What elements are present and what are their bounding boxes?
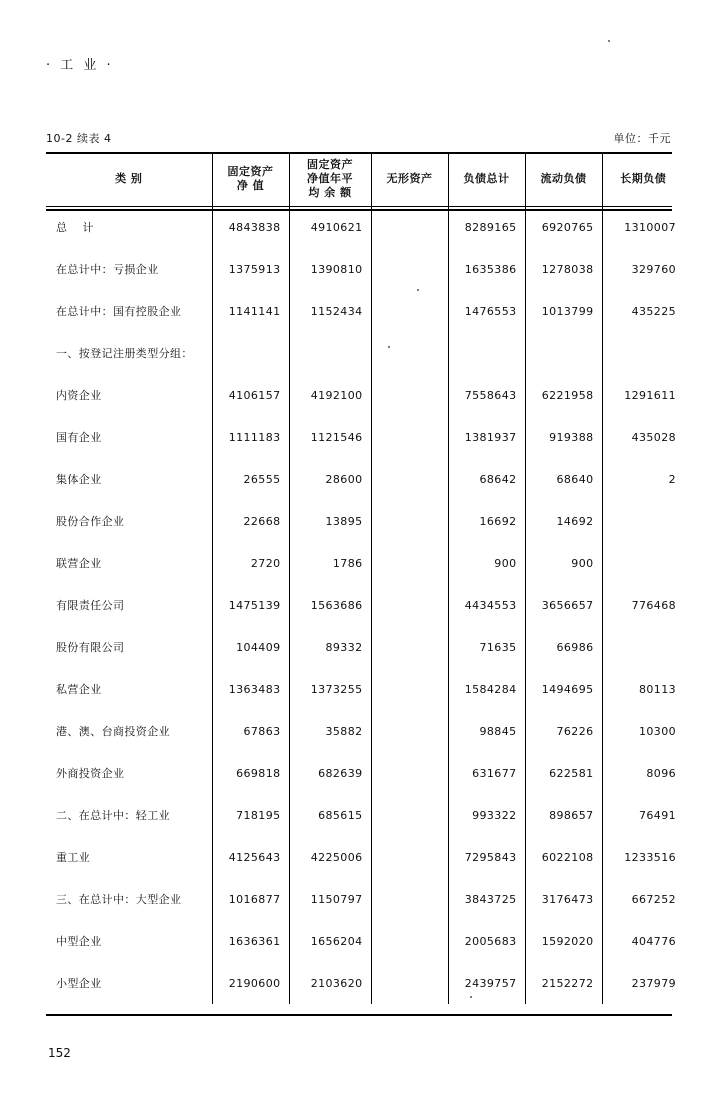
cell-liab-current: 76226 [525, 710, 602, 752]
table-row [46, 542, 684, 584]
cell-liab-long: 435028 [602, 416, 684, 458]
cell-liab-long [602, 542, 684, 584]
cell-fixed-net: 4106157 [212, 374, 289, 416]
cell-intangible [371, 248, 448, 290]
table-row [46, 500, 684, 542]
cell-fixed-avg: 28600 [289, 458, 371, 500]
cell-liab-long: 80113 [602, 668, 684, 710]
cell-intangible [371, 752, 448, 794]
cell-liab-total: 1476553 [448, 290, 525, 332]
col-header-fixed-assets-avg-line2: 净值年平 [307, 172, 353, 185]
cell-fixed-net: 1636361 [212, 920, 289, 962]
table-bottom-rule [46, 1014, 672, 1016]
cell-fixed-avg: 1121546 [289, 416, 371, 458]
running-head: · 工 业 · [46, 58, 114, 73]
col-header-fixed-assets-net-line1: 固定资产 [227, 165, 274, 178]
col-header-fixed-assets-avg-line3: 均 余 额 [308, 186, 352, 199]
row-label: 一、按登记注册类型分组： [56, 347, 193, 360]
cell-intangible [371, 878, 448, 920]
cell-liab-long: 776468 [602, 584, 684, 626]
cell-liab-current: 66986 [525, 626, 602, 668]
table-row [46, 710, 684, 752]
cell-fixed-avg: 1150797 [289, 878, 371, 920]
row-label: 有限责任公司 [56, 599, 125, 612]
table-row [46, 920, 684, 962]
table-row [46, 416, 684, 458]
cell-liab-long: 1291611 [602, 374, 684, 416]
cell-intangible [371, 374, 448, 416]
cell-fixed-net: 1016877 [212, 878, 289, 920]
cell-liab-long: 2 [602, 458, 684, 500]
cell-liab-long: 237979 [602, 962, 684, 1004]
col-header-intangible-assets: 无形资产 [371, 152, 448, 206]
table-row [46, 836, 684, 878]
cell-fixed-net: 1363483 [212, 668, 289, 710]
cell-fixed-avg: 1152434 [289, 290, 371, 332]
cell-fixed-avg: 4192100 [289, 374, 371, 416]
col-header-fixed-assets-net [212, 152, 289, 206]
cell-intangible [371, 458, 448, 500]
cell-fixed-net [212, 332, 289, 374]
cell-intangible [371, 332, 448, 374]
cell-fixed-avg: 1786 [289, 542, 371, 584]
scan-speck [470, 996, 472, 998]
cell-fixed-avg: 685615 [289, 794, 371, 836]
cell-fixed-net: 1141141 [212, 290, 289, 332]
cell-fixed-net: 718195 [212, 794, 289, 836]
cell-liab-total: 1584284 [448, 668, 525, 710]
table-row [46, 206, 684, 248]
cell-liab-long: 1310007 [602, 206, 684, 248]
cell-liab-current: 1278038 [525, 248, 602, 290]
cell-fixed-avg: 2103620 [289, 962, 371, 1004]
cell-liab-long: 1233516 [602, 836, 684, 878]
statistics-table-wrap [46, 152, 676, 1004]
cell-intangible [371, 836, 448, 878]
cell-liab-total: 7295843 [448, 836, 525, 878]
table-row [46, 374, 684, 416]
cell-fixed-avg: 4910621 [289, 206, 371, 248]
scan-speck [417, 289, 419, 291]
table-row [46, 962, 684, 1004]
cell-fixed-avg: 13895 [289, 500, 371, 542]
cell-liab-long: 10300 [602, 710, 684, 752]
scan-speck [388, 346, 390, 348]
cell-liab-total: 71635 [448, 626, 525, 668]
row-label: 在总计中：亏损企业 [56, 263, 159, 276]
row-label: 私营企业 [56, 683, 102, 696]
table-row [46, 458, 684, 500]
cell-liab-current: 1494695 [525, 668, 602, 710]
table-unit: 单位：千元 [613, 132, 671, 145]
cell-fixed-net: 1475139 [212, 584, 289, 626]
cell-intangible [371, 290, 448, 332]
cell-fixed-net: 26555 [212, 458, 289, 500]
cell-liab-total [448, 332, 525, 374]
col-header-fixed-assets-net-line2: 净 值 [236, 179, 265, 192]
cell-liab-total: 16692 [448, 500, 525, 542]
scan-speck [608, 40, 610, 42]
cell-liab-total: 1381937 [448, 416, 525, 458]
cell-liab-current: 6022108 [525, 836, 602, 878]
row-label: 股份合作企业 [56, 515, 125, 528]
cell-fixed-avg: 89332 [289, 626, 371, 668]
cell-fixed-net: 2720 [212, 542, 289, 584]
row-label: 三、在总计中：大型企业 [56, 893, 182, 906]
row-label: 外商投资企业 [56, 767, 125, 780]
table-row [46, 668, 684, 710]
cell-liab-current: 898657 [525, 794, 602, 836]
row-label: 内资企业 [56, 389, 102, 402]
cell-liab-total: 3843725 [448, 878, 525, 920]
cell-liab-long [602, 332, 684, 374]
row-label: 联营企业 [56, 557, 102, 570]
cell-intangible [371, 710, 448, 752]
cell-liab-total: 8289165 [448, 206, 525, 248]
cell-fixed-avg [289, 332, 371, 374]
cell-fixed-avg: 682639 [289, 752, 371, 794]
cell-intangible [371, 500, 448, 542]
cell-liab-current: 68640 [525, 458, 602, 500]
cell-liab-total: 2439757 [448, 962, 525, 1004]
cell-liab-long: 8096 [602, 752, 684, 794]
cell-fixed-avg: 1563686 [289, 584, 371, 626]
cell-liab-current: 6221958 [525, 374, 602, 416]
cell-liab-current: 1013799 [525, 290, 602, 332]
row-label: 在总计中：国有控股企业 [56, 305, 182, 318]
table-body [46, 206, 684, 1004]
table-row [46, 332, 684, 374]
cell-liab-current: 622581 [525, 752, 602, 794]
cell-liab-long [602, 626, 684, 668]
row-label: 中型企业 [56, 935, 102, 948]
cell-liab-current [525, 332, 602, 374]
col-header-fixed-assets-avg-line1: 固定资产 [307, 158, 353, 171]
table-header-row [46, 152, 684, 206]
col-header-category: 类 别 [115, 172, 143, 185]
cell-intangible [371, 962, 448, 1004]
cell-intangible [371, 206, 448, 248]
cell-liab-long: 76491 [602, 794, 684, 836]
page-number: 152 [48, 1046, 71, 1060]
table-row [46, 752, 684, 794]
cell-liab-total: 993322 [448, 794, 525, 836]
cell-intangible [371, 920, 448, 962]
cell-liab-long [602, 500, 684, 542]
cell-liab-current: 2152272 [525, 962, 602, 1004]
col-header-long-term-liabilities: 长期负债 [602, 152, 684, 206]
cell-liab-current: 1592020 [525, 920, 602, 962]
cell-fixed-avg: 4225006 [289, 836, 371, 878]
cell-liab-long: 329760 [602, 248, 684, 290]
cell-liab-total: 900 [448, 542, 525, 584]
cell-liab-current: 3176473 [525, 878, 602, 920]
cell-intangible [371, 626, 448, 668]
cell-liab-current: 919388 [525, 416, 602, 458]
cell-fixed-avg: 1656204 [289, 920, 371, 962]
cell-intangible [371, 416, 448, 458]
cell-liab-total: 2005683 [448, 920, 525, 962]
cell-liab-long: 435225 [602, 290, 684, 332]
cell-liab-total: 7558643 [448, 374, 525, 416]
col-header-current-liabilities: 流动负债 [525, 152, 602, 206]
cell-fixed-avg: 1373255 [289, 668, 371, 710]
row-label: 集体企业 [56, 473, 102, 486]
cell-liab-total: 631677 [448, 752, 525, 794]
col-header-total-liabilities: 负债总计 [448, 152, 525, 206]
cell-fixed-net: 67863 [212, 710, 289, 752]
cell-liab-current: 6920765 [525, 206, 602, 248]
cell-intangible [371, 668, 448, 710]
cell-fixed-net: 1375913 [212, 248, 289, 290]
cell-intangible [371, 542, 448, 584]
cell-liab-total: 68642 [448, 458, 525, 500]
table-row [46, 878, 684, 920]
table-number: 10-2 续表 4 [46, 132, 112, 145]
cell-fixed-net: 4843838 [212, 206, 289, 248]
row-label: 股份有限公司 [56, 641, 125, 654]
row-label: 二、在总计中：轻工业 [56, 809, 170, 822]
cell-fixed-net: 104409 [212, 626, 289, 668]
table-row [46, 626, 684, 668]
table-row [46, 290, 684, 332]
cell-liab-total: 4434553 [448, 584, 525, 626]
cell-fixed-net: 4125643 [212, 836, 289, 878]
row-label: 港、澳、台商投资企业 [56, 725, 170, 738]
cell-liab-long: 404776 [602, 920, 684, 962]
cell-liab-current: 14692 [525, 500, 602, 542]
table-caption [46, 130, 671, 146]
cell-liab-current: 900 [525, 542, 602, 584]
cell-liab-total: 98845 [448, 710, 525, 752]
table-row [46, 794, 684, 836]
row-label: 总 计 [56, 221, 100, 234]
cell-fixed-avg: 1390810 [289, 248, 371, 290]
cell-intangible [371, 794, 448, 836]
cell-fixed-net: 669818 [212, 752, 289, 794]
table-row [46, 584, 684, 626]
col-header-fixed-assets-avg [289, 152, 371, 206]
cell-fixed-net: 2190600 [212, 962, 289, 1004]
table-head [46, 152, 684, 206]
statistics-table [46, 152, 684, 1004]
row-label: 国有企业 [56, 431, 102, 444]
cell-fixed-avg: 35882 [289, 710, 371, 752]
cell-intangible [371, 584, 448, 626]
row-label: 重工业 [56, 851, 91, 864]
cell-fixed-net: 22668 [212, 500, 289, 542]
cell-liab-long: 667252 [602, 878, 684, 920]
cell-liab-current: 3656657 [525, 584, 602, 626]
table-row [46, 248, 684, 290]
cell-fixed-net: 1111183 [212, 416, 289, 458]
cell-liab-total: 1635386 [448, 248, 525, 290]
row-label: 小型企业 [56, 977, 102, 990]
